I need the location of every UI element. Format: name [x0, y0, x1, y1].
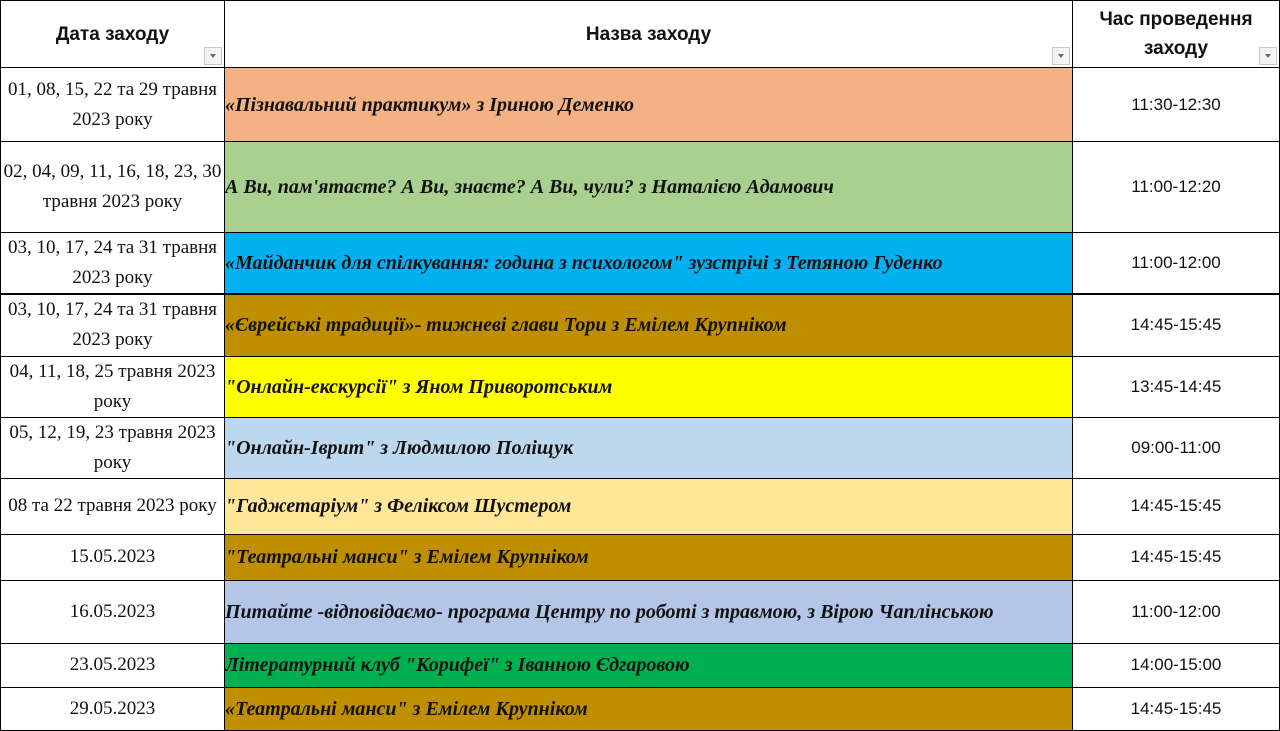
- name-cell[interactable]: [225, 68, 1073, 142]
- date-cell[interactable]: 23.05.2023: [1, 643, 225, 687]
- name-text: А Ви, пам'ятаєте? А Ви, знаєте? А Ви, чули? з Наталією Адамович: [225, 176, 834, 198]
- filter-date-button[interactable]: [204, 47, 222, 65]
- date-cell[interactable]: 02, 04, 09, 11, 16, 18, 23, 30 травня 2023 року: [1, 142, 225, 233]
- name-text: "Онлайн-Іврит" з Людмилою Поліщук: [225, 436, 574, 459]
- table-row[interactable]: [1, 417, 1280, 478]
- header-time-label-2: заходу: [1143, 38, 1209, 59]
- chevron-down-icon: [1058, 54, 1064, 58]
- time-cell[interactable]: 11:00-12:00: [1073, 580, 1280, 643]
- date-cell[interactable]: 15.05.2023: [1, 534, 225, 580]
- name-cell[interactable]: [225, 643, 1073, 687]
- filter-name-button[interactable]: [1052, 47, 1070, 65]
- filter-time-button[interactable]: [1259, 47, 1277, 65]
- date-cell[interactable]: 01, 08, 15, 22 та 29 травня 2023 року: [1, 68, 225, 142]
- table-row[interactable]: [1, 142, 1280, 233]
- time-cell[interactable]: 13:45-14:45: [1073, 356, 1280, 417]
- table-row[interactable]: [1, 478, 1280, 534]
- table-row[interactable]: [1, 68, 1280, 142]
- name-text: "Онлайн-екскурсії" з Яном Приворотським: [225, 375, 613, 398]
- table-row[interactable]: [1, 534, 1280, 580]
- name-text: «Театральні манси" з Емілем Крупніком: [225, 697, 588, 720]
- chevron-down-icon: [1265, 54, 1271, 58]
- name-cell[interactable]: [225, 534, 1073, 580]
- time-cell[interactable]: 14:45-15:45: [1073, 294, 1280, 356]
- name-cell[interactable]: [225, 294, 1073, 356]
- date-cell[interactable]: 29.05.2023: [1, 687, 225, 730]
- chevron-down-icon: [210, 54, 216, 58]
- header-date: [1, 1, 225, 68]
- name-text: «Майданчик для спілкування: година з психологом" зузстрічі з Тетяною Гуденко: [225, 252, 943, 274]
- time-cell[interactable]: 14:45-15:45: [1073, 687, 1280, 730]
- time-cell[interactable]: 14:45-15:45: [1073, 478, 1280, 534]
- header-name: [225, 1, 1073, 68]
- table-row[interactable]: [1, 580, 1280, 643]
- name-text: «Єврейські традиції»- тижневі глави Тори з Емілем Крупніком: [225, 314, 787, 337]
- name-text: Літературний клуб "Корифеї" з Іванною Єдгаровою: [225, 654, 690, 676]
- header-name-label: Назва заходу: [585, 23, 712, 45]
- name-cell[interactable]: [225, 580, 1073, 643]
- time-cell[interactable]: 11:00-12:20: [1073, 142, 1280, 233]
- time-cell[interactable]: 14:45-15:45: [1073, 534, 1280, 580]
- name-cell[interactable]: [225, 417, 1073, 478]
- date-cell[interactable]: 03, 10, 17, 24 та 31 травня 2023 року: [1, 233, 225, 295]
- name-text: "Театральні манси" з Емілем Крупніком: [225, 546, 589, 568]
- time-cell[interactable]: 09:00-11:00: [1073, 417, 1280, 478]
- date-cell[interactable]: 05, 12, 19, 23 травня 2023 року: [1, 417, 225, 478]
- name-text: Питайте -відповідаємо- програма Центру по роботі з травмою, з Вірою Чаплінською: [225, 600, 994, 623]
- header-row: [1, 1, 1280, 68]
- table-row[interactable]: [1, 356, 1280, 417]
- time-cell[interactable]: 11:00-12:00: [1073, 233, 1280, 295]
- header-time-label-1: Час проведення: [1099, 9, 1253, 30]
- table-row[interactable]: [1, 687, 1280, 730]
- name-cell[interactable]: [225, 233, 1073, 295]
- time-cell[interactable]: 11:30-12:30: [1073, 68, 1280, 142]
- name-cell[interactable]: [225, 142, 1073, 233]
- date-cell[interactable]: 16.05.2023: [1, 580, 225, 643]
- date-cell[interactable]: 08 та 22 травня 2023 року: [1, 478, 225, 534]
- name-cell[interactable]: [225, 687, 1073, 730]
- name-text: «Пізнавальний практикум» з Іриною Деменко: [225, 93, 634, 116]
- table-row[interactable]: [1, 233, 1280, 295]
- header-date-label: Дата заходу: [55, 23, 170, 45]
- name-cell[interactable]: [225, 356, 1073, 417]
- date-cell[interactable]: 04, 11, 18, 25 травня 2023 року: [1, 356, 225, 417]
- table-row[interactable]: [1, 294, 1280, 356]
- header-time: [1073, 1, 1280, 68]
- name-text: "Гаджетаріум" з Феліксом Шустером: [225, 495, 572, 517]
- date-cell[interactable]: 03, 10, 17, 24 та 31 травня 2023 року: [1, 294, 225, 356]
- name-cell[interactable]: [225, 478, 1073, 534]
- table-row[interactable]: [1, 643, 1280, 687]
- time-cell[interactable]: 14:00-15:00: [1073, 643, 1280, 687]
